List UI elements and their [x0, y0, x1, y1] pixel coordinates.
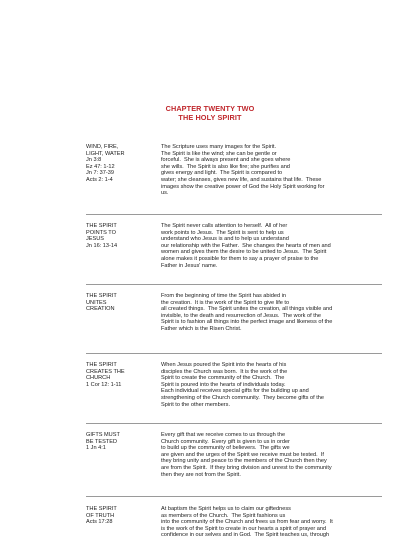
body-text-line: disciples the Church was born. It is the work of the [161, 368, 288, 375]
body-text-line: the creation. It is the work of the Spirit to give life to [161, 299, 290, 306]
body-text-line: are from the Spirit. If they bring division and unrest to the community [161, 465, 332, 471]
section-divider [86, 284, 382, 285]
body-text-line: images show the creative power of God the Holy Spirit working for [161, 183, 325, 190]
margin-label: GIFTS MUST [86, 432, 120, 438]
body-text-line: At baptism the Spirit helps us to claim our giftedness [161, 506, 291, 512]
body-text-line: When Jesus poured the Spirit into the hearts of his [161, 362, 287, 368]
margin-label: THE SPIRIT [86, 293, 117, 299]
margin-label: THE SPIRIT [86, 223, 117, 229]
section-divider [86, 214, 382, 215]
section-divider [86, 496, 382, 497]
body-text-line: water; she cleanses, gives new life, and sustains that life. These [161, 177, 322, 183]
body-text-line: The Spirit never calls attention to herself. All of her [161, 223, 288, 229]
margin-label: CREATION [86, 306, 115, 313]
body-text-line: our relationship with the Father. She changes the hearts of men and [161, 242, 331, 249]
body-text-line: understand who Jesus is and to help us understand [161, 236, 289, 243]
body-text-line: Father which is the Risen Christ. [161, 326, 242, 332]
body-text-line: forceful. She is always present and she goes where [161, 157, 291, 164]
margin-label: Jn 7: 37-39 [86, 170, 114, 177]
body-text-line: us. [161, 190, 169, 197]
margin-label: CHURCH [86, 375, 111, 382]
body-text-line: all created things. The Spirit unites the creation, all things visible and [161, 306, 333, 313]
body-text-line: women and gives them the desire to be united to Jesus. The Spirit [161, 249, 327, 256]
body-text-line: Spirit to the other members. [161, 401, 231, 408]
body-text-line: Spirit is poured into the hearts of individuals today. [161, 381, 286, 388]
margin-label: Jn 16: 13-14 [86, 242, 118, 249]
chapter-heading: CHAPTER TWENTY TWO [165, 104, 255, 113]
body-text-line: then they are not from the Spirit. [161, 471, 241, 478]
margin-label: Acts 2: 1-4 [86, 177, 113, 183]
margin-label: POINTS TO [86, 229, 116, 236]
body-text-line: Spirit is to fashion all things into the perfect image and likeness of the [161, 319, 333, 326]
chapter-title: THE HOLY SPIRIT [178, 113, 242, 122]
body-text-line: are given and the urges of the Spirit we receive must be tested. If [161, 451, 324, 458]
section-divider [86, 423, 382, 424]
body-text-line: strengthening of the Church community. They become gifts of the [161, 395, 325, 401]
margin-label: BE TESTED [86, 438, 117, 445]
body-text-line: into the community of the Church and frees us from fear and worry. It [161, 519, 333, 526]
body-text-line: they bring unity and peace to the members of the Church then they [161, 458, 327, 465]
body-text-line: The Scripture uses many images for the Spirit. [161, 144, 277, 150]
body-text-line: Church community. Every gift is given to us in order [161, 438, 290, 445]
body-text-line: Each individual receives special gifts for the building up and [161, 388, 309, 395]
margin-label: THE SPIRIT [86, 506, 117, 512]
margin-label: Ez 47: 1-12 [86, 163, 115, 170]
body-text-line: From the beginning of time the Spirit has abided in [161, 293, 286, 299]
body-text-line: The Spirit is like the wind; she can be gentle or [161, 150, 277, 157]
margin-label: Jn 3:8 [86, 157, 102, 164]
body-text-line: as members of the Church. The Spirit fashions us [161, 512, 286, 519]
margin-label: THE SPIRIT [86, 362, 117, 368]
body-text-line: alone makes it possible for them to say a prayer of praise to the [161, 256, 319, 262]
margin-label: CREATES THE [86, 368, 125, 375]
margin-label: UNITES [86, 299, 107, 306]
margin-label: LIGHT, WATER [86, 150, 125, 157]
body-text-line: gives energy and light. The Spirit is compared to [161, 170, 283, 177]
body-text-line: confidence in our selves and in God. The Spirit teaches us, through [161, 532, 330, 539]
body-text-line: Every gift that we receive comes to us through the [161, 432, 286, 438]
body-text-line: work points to Jesus. The Spirit is sent to help us [161, 229, 284, 236]
margin-label: 1 Cor 12: 1-11 [86, 381, 122, 388]
body-text-line: is the work of the Spirit to create in our hearts a spirit of prayer and [161, 525, 327, 532]
margin-label: OF TRUTH [86, 512, 115, 519]
body-text-line: invisible, to the death and resurrection of Jesus. The work of the [161, 312, 322, 319]
margin-label: WIND, FIRE, [86, 144, 119, 150]
body-text-line: she wills. The Spirit is also like fire; she purifies and [161, 163, 290, 170]
margin-label: JESUS [86, 236, 105, 243]
margin-label: Acts 17:28 [86, 519, 113, 526]
margin-label: 1 Jn 4:1 [86, 445, 106, 452]
body-text-line: to build up the community of believers. The gifts we [161, 445, 290, 452]
section-divider [86, 353, 382, 354]
body-text-line: Spirit to create the community of the Church. The [161, 375, 285, 382]
body-text-line: Father in Jesus' name. [161, 262, 218, 269]
